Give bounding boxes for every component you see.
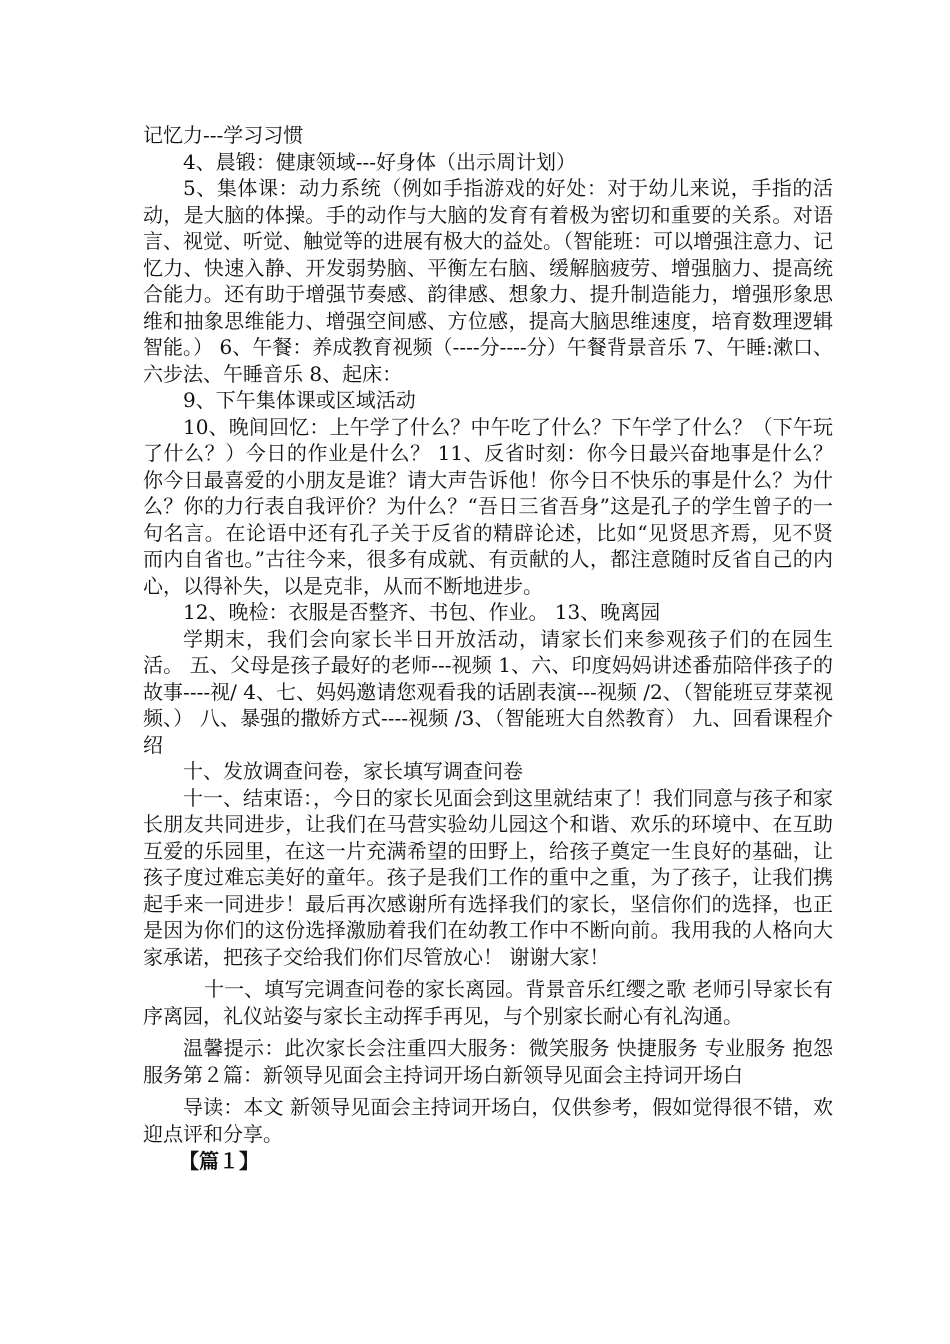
paragraph-2: 4、晨锻：健康领域---好身体（出示周计划） — [183, 149, 576, 174]
paragraph-6: 12、晚检：衣服是否整齐、书包、作业。 13、晚离园 — [183, 600, 661, 624]
paragraph-1: 记忆力---学习习惯 — [143, 123, 304, 147]
paragraph-5: 10、晚间回忆：上午学了什么？中午吃了什么？下午学了什么？（下午玩了什么？）今日的作业是什么？ 11、反省时刻：你今日最兴奋地事是什么？你今日最喜爱的小朋友是谁？请大声告诉他！你今日不快乐的事是什么？为什么？你的力行表自我评价？为什么？“吾日三省吾身”这是孔子的学生曾子的一句名言。在论语中还有孔子关于反省的精辟论述，比如“见贤思齐焉，见不贤而内自省也。”古往今来，很多有成就、有贡献的人，都注意随时反省自己的内心，以得补失，以是克非，从而不断地进步。 — [143, 414, 833, 598]
paragraph-10: 十一、填写完调查问卷的家长离园。背景音乐红缨之歌 老师引导家长有序离园，礼仪站姿与家长主动挥手再见，与个别家长耐心有礼沟通。 — [143, 977, 833, 1028]
document-body — [143, 122, 833, 1175]
paragraph-3: 5、集体课：动力系统（例如手指游戏的好处：对于幼儿来说，手指的活动，是大脑的体操。手的动作与大脑的发育有着极为密切和重要的关系。对语言、视觉、听觉、触觉等的进展有极大的益处。（智能班：可以增强注意力、记忆力、快速入静、开发弱势脑、平衡左右脑、缓解脑疲劳、增强脑力、提高统合能力。还有助于增强节奏感、韵律感、想象力、提升制造能力，增强形象思维和抽象思维能力、增强空间感、方位感，提高大脑思维速度，培育数理逻辑智能。） 6、午餐：养成教育视频（----分----分）午餐背景音乐 7、午睡:漱口、六步法、午睡音乐 8、起床： — [143, 176, 833, 386]
paragraph-9: 十一、结束语：，今日的家长见面会到这里就结束了！我们同意与孩子和家长朋友共同进步，让我们在马营实验幼儿园这个和谐、欢乐的环境中、在互助互爱的乐园里，在这一片充满希望的田野上，给孩子奠定一生良好的基础，让孩子度过难忘美好的童年。孩子是我们工作的重中之重，为了孩子，让我们携起手来一同进步！最后再次感谢所有选择我们的家长，坚信你们的选择，也正是因为你们的这份选择激励着我们在幼教工作中不断向前。我用我的人格向大家承诺，把孩子交给我们你们尽管放心！ 谢谢大家！ — [143, 785, 833, 969]
paragraph-8: 十、发放调查问卷，家长填写调查问卷 — [183, 759, 523, 783]
paragraph-7: 学期末，我们会向家长半日开放活动，请家长们来参观孩子们的在园生活。 五、父母是孩子最好的老师---视频 1、六、印度妈妈讲述番茄陪伴孩子的故事----视/ 4、七、妈妈邀请您观看我的话剧表演---视频 /2、（智能班豆芽菜视频、） 八、暴强的撒娇方式----视频 /3、（智能班大自然教育） 九、回看课程介绍 — [143, 626, 833, 757]
paragraph-11: 温馨提示：此次家长会注重四大服务：微笑服务 快捷服务 专业服务 抱怨服务第２篇：新领导见面会主持词开场白新领导见面会主持词开场白 — [143, 1036, 833, 1087]
paragraph-12: 导读：本文 新领导见面会主持词开场白，仅供参考，假如觉得很不错，欢迎点评和分享。 — [143, 1095, 833, 1146]
paragraph-4: 9、下午集体课或区域活动 — [183, 388, 416, 412]
section-heading: 【篇１】 — [179, 1149, 259, 1173]
